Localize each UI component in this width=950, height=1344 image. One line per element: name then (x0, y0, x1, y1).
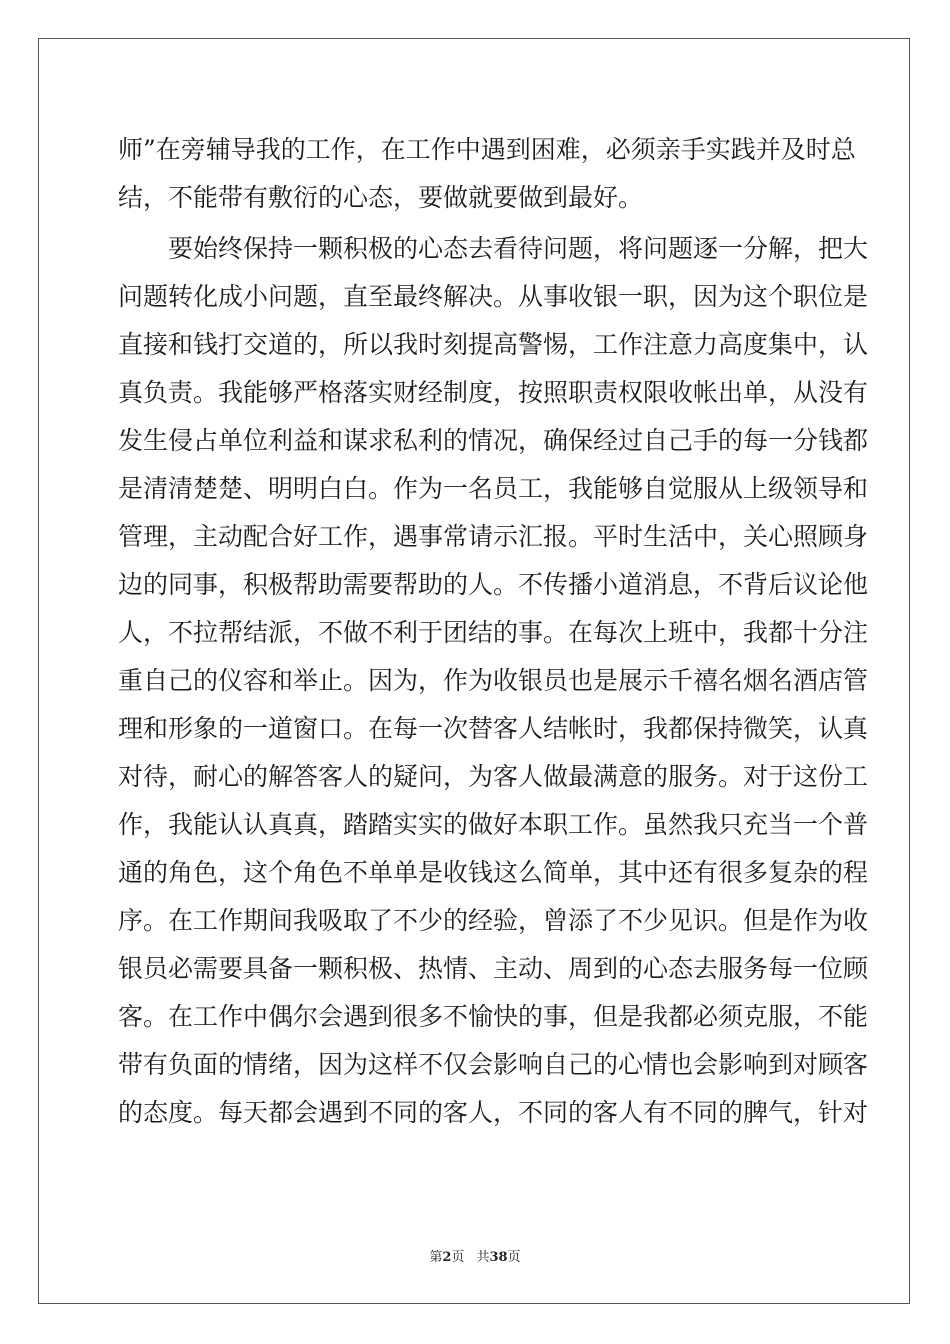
text-line: 银员必需要具备一颗积极、热情、主动、周到的心态去服务每一位顾 (118, 954, 869, 983)
text-line: 直接和钱打交道的，所以我时刻提高警惕，工作注意力高度集中，认 (118, 330, 869, 359)
text-line: 带有负面的情绪，因为这样不仅会影响自己的心情也会影响到对顾客 (118, 1050, 869, 1079)
text-line: 重自己的仪容和举止。因为，作为收银员也是展示千禧名烟名酒店管 (118, 666, 869, 695)
text-line: 边的同事，积极帮助需要帮助的人。不传播小道消息，不背后议论他 (118, 570, 869, 599)
text-line: 发生侵占单位利益和谋求私利的情况，确保经过自己手的每一分钱都 (118, 426, 869, 455)
text-line: 要始终保持一颗积极的心态去看待问题，将问题逐一分解，把大 (168, 234, 869, 263)
text-line: 作，我能认认真真，踏踏实实的做好本职工作。虽然我只充当一个普 (118, 810, 869, 839)
page-footer (0, 1246, 950, 1265)
page-prefix: 第 (429, 1250, 443, 1265)
text-line: 问题转化成小问题，直至最终解决。从事收银一职，因为这个职位是 (118, 282, 869, 311)
text-line: 结，不能带有敷衍的心态，要做就要做到最好。 (118, 183, 644, 212)
text-line: 序。在工作期间我吸取了不少的经验，曾添了不少见识。但是作为收 (118, 906, 869, 935)
text-line: 是清清楚楚、明明白白。作为一名员工，我能够自觉服从上级领导和 (118, 474, 869, 503)
text-line: 对待，耐心的解答客人的疑问，为客人做最满意的服务。对于这份工 (118, 762, 869, 791)
total-prefix: 共 (476, 1250, 490, 1265)
text-line: 理和形象的一道窗口。在每一次替客人结帐时，我都保持微笑，认真 (118, 714, 869, 743)
page-suffix: 页 (451, 1250, 465, 1265)
text-line: 师”在旁辅导我的工作，在工作中遇到困难，必须亲手实践并及时总 (118, 135, 856, 164)
total-pages-number: 38 (489, 1250, 508, 1265)
total-suffix: 页 (507, 1250, 521, 1265)
document-body (118, 126, 869, 1137)
text-line: 的态度。每天都会遇到不同的客人，不同的客人有不同的脾气，针对 (118, 1098, 869, 1127)
text-line: 人，不拉帮结派，不做不利于团结的事。在每次上班中，我都十分注 (118, 618, 869, 647)
current-page-number: 2 (442, 1250, 452, 1265)
text-line: 真负责。我能够严格落实财经制度，按照职责权限收帐出单，从没有 (118, 378, 869, 407)
text-line: 客。在工作中偶尔会遇到很多不愉快的事，但是我都必须克服，不能 (118, 1002, 869, 1031)
text-line: 管理，主动配合好工作，遇事常请示汇报。平时生活中，关心照顾身 (118, 522, 869, 551)
text-line: 通的角色，这个角色不单单是收钱这么简单，其中还有很多复杂的程 (118, 858, 869, 887)
